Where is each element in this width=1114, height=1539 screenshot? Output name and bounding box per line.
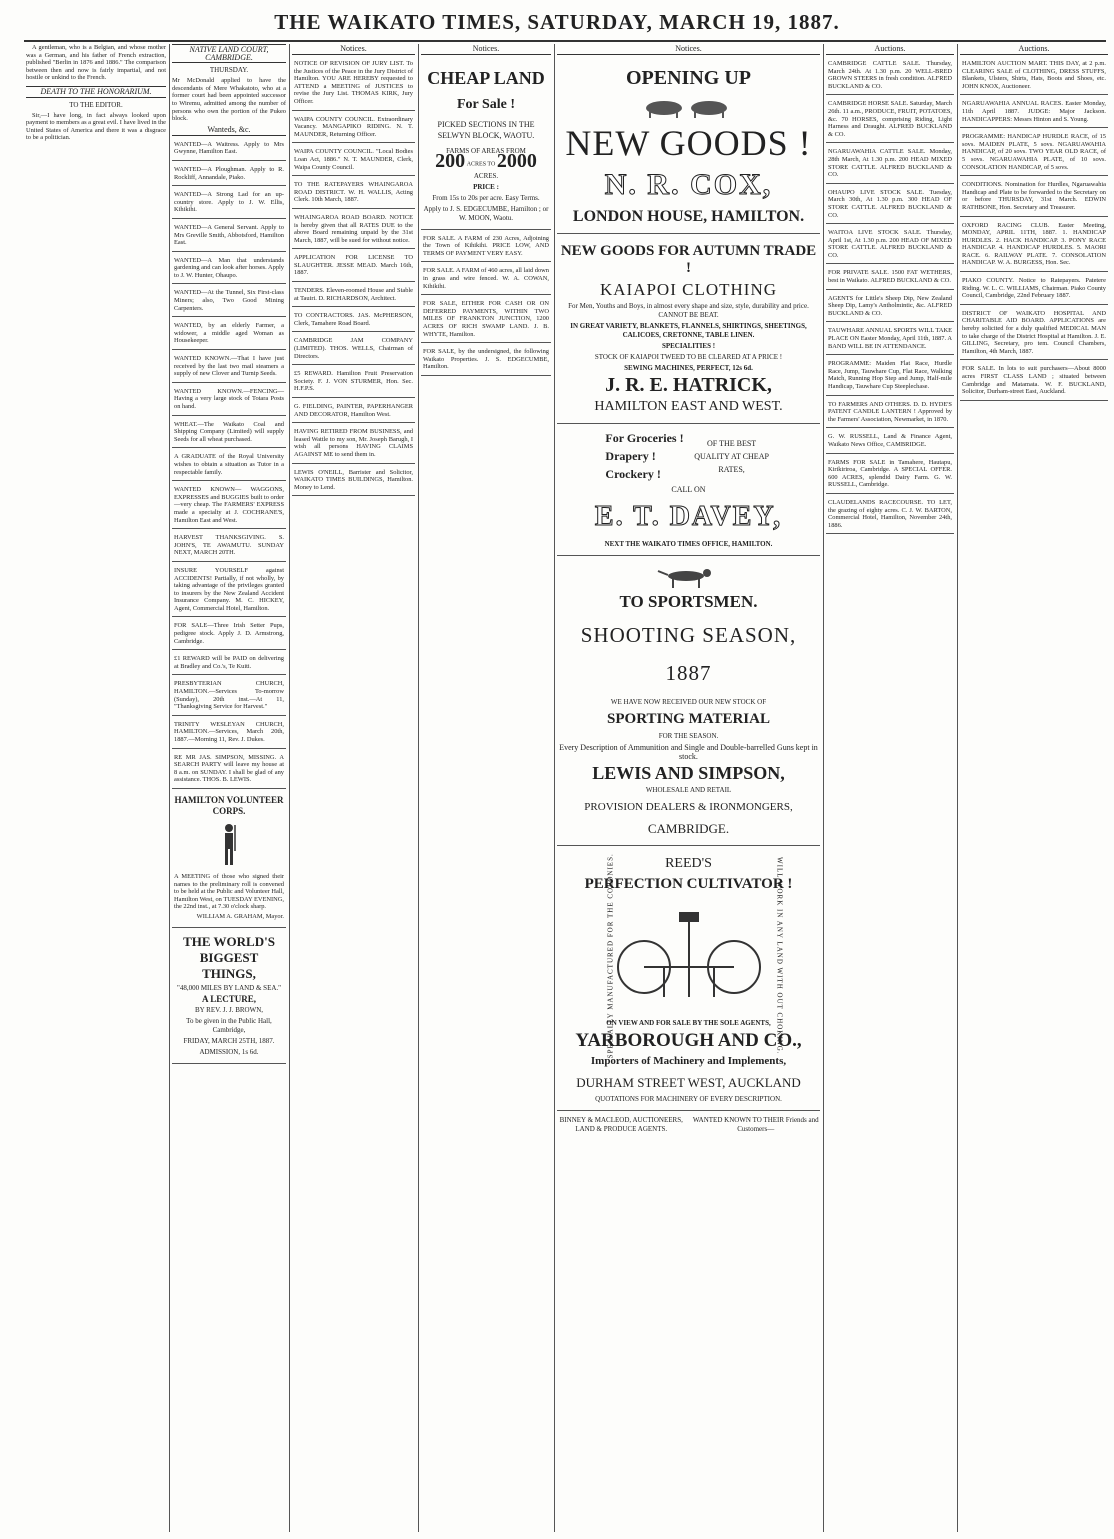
wanted-ad: WANTED—A Ploughman. Apply to R. Rockliff, Annandale, Piako. [172, 164, 286, 186]
letter-body: Sir,—I have long, in fact always looked upon payment to members as a great evil. I have lived in the United States of America and there it was a disgrace to be a politician. [26, 111, 166, 142]
picked-sections: PICKED SECTIONS IN THE SELWYN BLOCK, WAOTU. [437, 120, 535, 140]
hatrick-sub: HAMILTON EAST AND WEST. [594, 399, 783, 414]
column-divider [418, 44, 419, 1532]
column-divider [957, 44, 958, 1532]
auction-ad: TO FARMERS AND OTHERS. D. D. HYDE'S PATENT CANDLE LANTERN ! Approved by the Farmers' Association, Newmarket, in 1870. [826, 399, 954, 429]
soldier-figure [215, 821, 243, 869]
auction-ad: AGENTS for Little's Sheep Dip, New Zealand Sheep Dip, Lamy's Antholmintic, &c. ALFRED BUCKLAND & CO. [826, 293, 954, 323]
price-text: From 15s to 20s per acre. Easy Terms. [432, 193, 540, 202]
auction-ad: NGARUAWAHIA CATTLE SALE. Monday, 28th March, At 1.30 p.m. 200 HEAD MIXED STORE CATTLE. ALFRED BUCKLAND & CO. [826, 146, 954, 183]
cox-ad [557, 58, 820, 234]
cheap-land-subtitle: For Sale ! [456, 97, 516, 112]
auction-ad: DISTRICT OF WAIKATO HOSPITAL AND CHARITABLE AID BOARD. APPLICATIONS are hereby solicited for a duly qualified MEDICAL MAN to take charge of the District Hospital at Hamilton. J. E. GILLING, Secretary, pro tem. Council Chambers, Hamilton, 4th March, 1887. [960, 308, 1108, 361]
lecture-heading: A LECTURE, [201, 993, 256, 1004]
land-sale-ad: FOR SALE. A FARM of 460 acres, all laid down in grass and wire fenced. W. A. COWAN, Kihikihi. [421, 265, 551, 295]
lecture-admission: ADMISSION, 1s 6d. [199, 1047, 259, 1056]
provision-dealers: PROVISION DEALERS & IRONMONGERS, [584, 801, 793, 813]
wanted-ad: WANTED KNOWN.—FENCING—Having a very large stock of Totara Posts on hand. [172, 386, 286, 416]
column-4 [421, 44, 551, 1532]
auction-list [826, 58, 954, 534]
notice-ad: WANTED KNOWN— WAGGONS, EXPRESSES and BUGGIES built to order—very cheap. The FARMERS' EXPRESS made a specialty at J. COCHRANE'S, Hamilton East and West. [172, 484, 286, 529]
auction-ad: WAITOA LIVE STOCK SALE. Thursday, April 1st, At 1.30 p.m. 200 HEAD OF MIXED STORE CATTLE. ALFRED BUCKLAND & CO. [826, 227, 954, 264]
auction-ad: CAMBRIDGE CATTLE SALE. Thursday, March 24th. At 1.30 p.m. 20 WELL-BRED GROWN STEERS in fresh condition. ALFRED BUCKLAND & CO. [826, 58, 954, 95]
perfection-cultivator: PERFECTION CULTIVATOR ! [584, 876, 793, 892]
to-sportsmen: TO SPORTSMEN. [619, 592, 758, 611]
dog-engraving [654, 565, 724, 589]
notice-ad: HAVING RETIRED FROM BUSINESS, and leased Wattle to my son, Mr. Joseph Barugh, I wish all persons HAVING CLAIMS AGAINST ME to send them in. [292, 426, 415, 463]
best-quality: OF THE BEST QUALITY AT CHEAP RATES, [694, 438, 769, 474]
notices-header: Notices. [557, 44, 820, 55]
farms-from: FARMS OF AREAS FROM [446, 147, 526, 155]
kaiapoi-sub: For Men, Youths and Boys, in almost every shape and size, style, durability and price. CANNOT BE BEAT. [568, 302, 809, 319]
notice-list [421, 233, 551, 376]
cattle-engraving [634, 96, 744, 118]
wanted-ad: WANTED, by an elderly Farmer, a widower, a middle aged Woman as Housekeeper. [172, 320, 286, 350]
notice-ad: TRINITY WESLEYAN CHURCH, HAMILTON.—Services, March 20th, 1887.—Morning 11, Rev. J. Dukes. [172, 719, 286, 749]
cultivator-ad [557, 849, 820, 1111]
notice-ad: FOR SALE—Three Irish Setter Pups, pedigree stock. Apply J. D. Armstrong, Cambridge. [172, 620, 286, 650]
notice-ad: £5 REWARD. Hamilton Fruit Preservation Society. F. J. VON STURMER, Hon. Sec. H.F.P.S. [292, 368, 415, 398]
auction-ad: CAMBRIDGE HORSE SALE. Saturday, March 26th. 11 a.m., PRODUCE, FRUIT, POTATOES, &c. 70 HORSES, comprising Riding, Light Harness and Draught. ALFRED BUCKLAND & CO. [826, 98, 954, 143]
quotations: QUOTATIONS FOR MACHINERY OF EVERY DESCRIPTION. [595, 1095, 782, 1103]
notices-header: Notices. [421, 44, 551, 55]
column-divider [169, 44, 170, 1532]
lecture-ad [172, 931, 286, 1064]
on-view: ON VIEW AND FOR SALE BY THE SOLE AGENTS, [606, 1019, 771, 1027]
groceries: For Groceries ! [605, 431, 684, 445]
column-3 [292, 44, 415, 1532]
durham-street: DURHAM STREET WEST, AUCKLAND [576, 1075, 801, 1090]
martin-notice: WANTED KNOWN TO THEIR Friends and Customers— [692, 1116, 819, 1133]
cheap-land-title: CHEAP LAND [427, 68, 545, 88]
notice-ad: NOTICE OF REVISION OF JURY LIST. To the Justices of the Peace in the Jury District of Hamilton. YOU ARE HEREBY requested to ATTEND a MEETING of JUSTICES to revise the Jury List. THOMAS KIRK, Jury Officer. [292, 58, 415, 111]
auction-ad: G. W. RUSSELL, Land & Finance Agent, Waikato News Office, CAMBRIDGE. [826, 431, 954, 453]
notice-ad: APPLICATION FOR LICENSE TO SLAUGHTER. JESSE MEAD. March 16th, 1887. [292, 252, 415, 282]
land-sale-ad: FOR SALE, by the undersigned, the following Waikato Properties. J. S. EDGECUMBE, Hamilton. [421, 346, 551, 376]
notice-ad: WAIPA COUNTY COUNCIL. Extraordinary Vacancy. MANGAPIKO RIDING. N. T. MAUNDER, Returning Officer. [292, 114, 415, 144]
works-without-choking: WILL WORK IN ANY LAND WITH OUT CHOKING. [776, 857, 785, 1055]
ammunition: Every Description of Ammunition and Single and Double-barrelled Guns kept in stock. [559, 743, 818, 761]
auction-ad: CLAUDELANDS RACECOURSE. TO LET, the grazing of eighty acres. C. J. W. BARTON, Commercial Hotel, Hamilton, November 24th, 1886. [826, 497, 954, 534]
section-title: DEATH TO THE HONORARIUM. [26, 86, 166, 98]
column-2 [172, 44, 286, 1532]
notice-ad: A GRADUATE of the Royal University wishes to obtain a situation as Tutor in a respectable family. [172, 451, 286, 481]
notice-ad: TO CONTRACTORS. JAS. McPHERSON, Clerk, Tamahere Road Board. [292, 310, 415, 332]
season: FOR THE SEASON. [658, 732, 719, 740]
column-6 [826, 44, 954, 1532]
auction-ad: PROGRAMME: HANDICAP HURDLE RACE, of 15 sovs. MAIDEN PLATE, 5 sovs. NGARUAWAHIA HANDICAP, of 20 sovs. TWO YEAR OLD RACE, of 5 sovs. NGARUAWAHIA PLATE, of 10 sovs. CONSOLATION HANDICAP, of 5 sovs. [960, 131, 1108, 176]
hatrick-ad [557, 237, 820, 424]
notice-ad: RE MR JAS. SIMPSON, MISSING. A SEARCH PARTY will leave my house at 8 a.m. on SUNDAY. I shall be glad of any assistance. THOS. B. LEWIS. [172, 752, 286, 789]
area-high: 2000 [496, 150, 537, 172]
masthead [0, 0, 1114, 40]
wanted-ad: WANTED—A General Servant. Apply to Mrs Greville Smith, Abbotsford, Hamilton East. [172, 222, 286, 252]
new-goods: NEW GOODS ! [565, 123, 812, 163]
land-sale-ad: FOR SALE. A FARM of 230 Acres, Adjoining the Town of Kihikihi. PRICE LOW, AND TERMS OF PAYMENT VERY EASY. [421, 233, 551, 263]
auction-list [960, 58, 1108, 401]
auction-ad: FOR SALE. In lots to suit purchasers—About 8000 acres FIRST CLASS LAND ; situated between Cambridge and Matamata. W. F. BUCKLAND, Solicitor, Durham-street East, Auckland. [960, 363, 1108, 400]
manufactured-for-colonies: SPECIALLY MANUFACTURED FOR THE COLONIES. [606, 853, 615, 1059]
area-to: ACRES TO [466, 161, 496, 168]
auction-ad: TAUWHARE ANNUAL SPORTS WILL TAKE PLACE ON Easter Monday, April 11th, 1887. A BAND WILL BE IN ATTENDANCE. [826, 325, 954, 355]
shooting-season: SHOOTING SEASON, 1887 [580, 623, 797, 685]
notice-ad: INSURE YOURSELF against ACCIDENTS! Partially, if not wholly, by taking advantage of the privileges granted to insurers by the New Zealand Accident Insurance Company. M. C. HICKEY, Agent, Commercial Hotel, Hamilton. [172, 565, 286, 618]
wanted-ad: WHEAT.—The Waikato Coal and Shipping Company (Limited) will supply Seeds for all wheat purchased. [172, 419, 286, 449]
sporting-material: SPORTING MATERIAL [607, 711, 770, 727]
specialities: SPECIALITIES ! [661, 342, 716, 350]
wanted-ad: WANTED—At the Tunnel, Six First-class Miners; also, Two Good Mining Carpenters. [172, 287, 286, 317]
auction-ad: OHAUPO LIVE STOCK SALE. Tuesday, March 30th, At 1.30 p.m. 300 HEAD OF STORE CATTLE. ALFRED BUCKLAND & CO. [826, 187, 954, 224]
sewing-machines: SEWING MACHINES, PERFECT, 12s 6d. [624, 364, 753, 372]
binney-macleod: BINNEY & MACLEOD, AUCTIONEERS, LAND & PRODUCE AGENTS. [559, 1116, 683, 1133]
notice-ad: HARVEST THANKSGIVING. S. JOHN'S, TE AWAMUTU. SUNDAY NEXT, MARCH 20TH. [172, 532, 286, 562]
auction-ad: FOR PRIVATE SALE. 1500 FAT WETHERS, best in Waikato. ALFRED BUCKLAND & CO. [826, 267, 954, 289]
notice-list [292, 58, 415, 496]
davey-ad [557, 427, 820, 556]
acres-label: ACRES. [473, 171, 499, 180]
sportsmen-ad [557, 559, 820, 846]
volunteer-title: HAMILTON VOLUNTEER CORPS. [174, 794, 284, 816]
received: WE HAVE NOW RECEIVED OUR NEW STOCK OF [610, 698, 767, 706]
notice-ad: WHAINGAROA ROAD BOARD. NOTICE is hereby given that all RATES DUE to the above Board remaining unpaid by the 31st March, 1887, will be sued for without notice. [292, 212, 415, 249]
column-divider [554, 44, 555, 1532]
court-body: Mr McDonald applied to have the descendants of Mere Whakatoto, who at a former court had been appointed successor to Wiremu, admitted among the number of persons who own the portion of the Pukeo block. [172, 77, 286, 123]
notice-ad: TENDERS. Eleven-roomed House and Stable at Tauiri. D. RICHARDSON, Architect. [292, 285, 415, 307]
volunteer-body: A MEETING of those who signed their names to the preliminary roll is convened to be held at the Public and Volunteer Hall, Hamilton West, on TUESDAY EVENING, the 22nd inst., at 7.30 o'clock sharp. [174, 872, 284, 911]
column-5 [557, 44, 820, 1532]
letter-lead: TO THE EDITOR. [69, 100, 123, 109]
volunteer-corps-ad [172, 792, 286, 928]
notice-ad: WAIPA COUNTY COUNCIL. "Local Bodies Loan Act, 1886." N. T. MAUNDER, Clerk, Waipa County Council. [292, 146, 415, 176]
kaiapoi-clothing: KAIAPOI CLOTHING [599, 280, 777, 299]
notice-ad: PRESBYTERIAN CHURCH, HAMILTON.—Services To-morrow (Sunday), 20th inst.—At 11, "Thanksgiving Service for Harvest." [172, 678, 286, 715]
volunteer-signature: WILLIAM A. GRAHAM, Mayor. [196, 912, 284, 920]
lecture-by: BY REV. J. J. BROWN, [194, 1005, 264, 1014]
davey-sub: NEXT THE WAIKATO TIMES OFFICE, HAMILTON. [604, 540, 773, 548]
cox-name: N. R. COX, [604, 168, 773, 201]
newspaper-title: THE WAIKATO TIMES, SATURDAY, MARCH 19, 1887. [274, 10, 840, 34]
land-sale-ad: FOR SALE, EITHER FOR CASH OR ON DEFERRED PAYMENTS, WITHIN TWO MILES OF FRANKTON JUNCTION, 1200 ACRES OF RICH SWAMP LAND. J. B. WHYTE, Hamilton. [421, 298, 551, 343]
notice-ad: CAMBRIDGE JAM COMPANY (LIMITED). THOS. WELLS, Chairman of Directors. [292, 335, 415, 365]
column-divider [289, 44, 290, 1532]
yarborough: YARBOROUGH AND CO., [575, 1030, 802, 1051]
area-low: 200 [435, 150, 466, 172]
drapery: Drapery ! [605, 449, 656, 463]
lewis-simpson: LEWIS AND SIMPSON, [592, 763, 785, 783]
auction-ad: NGARUAWAHIA ANNUAL RACES. Easter Monday, 11th April 1887. JUDGE: Major Jackson. HANDICAPPERS: Messrs Hinton and S. Young. [960, 98, 1108, 128]
importers: Importers of Machinery and Implements, [590, 1055, 787, 1067]
cambridge-label: CAMBRIDGE. [647, 821, 730, 836]
court-day: THURSDAY. [209, 66, 249, 75]
court-title: NATIVE LAND COURT, CAMBRIDGE. [172, 44, 286, 63]
lecture-title: THE WORLD'S BIGGEST THINGS, [183, 933, 275, 981]
variety: IN GREAT VARIETY, BLANKETS, FLANNELS, SHIRTINGS, SHEETINGS, CALICOES, CRETONNE, TABLE LINEN. [570, 322, 807, 339]
notice-ad: LEWIS O'NEILL, Barrister and Solicitor, WAIKATO TIMES BUILDINGS, Hamilton. Money to Lend. [292, 467, 415, 497]
auction-ad: HAMILTON AUCTION MART. THIS DAY, at 2 p.m. CLEARING SALE of CLOTHING, DRESS STUFFS, Blankets, Ulsters, Shirts, Hats, Boots and Shoes, etc. JOHN KNOX, Auctioneer. [960, 58, 1108, 95]
notices-header: Notices. [292, 44, 415, 55]
auction-ad: FARMS FOR SALE in Tamahere, Hautapu, Kirikiriroa, Cambridge. A SPECIAL OFFER. 600 ACRES, splendid Dairy Farm. G. W. RUSSELL, Cambridge. [826, 457, 954, 494]
lecture-where: To be given in the Public Hall, Cambridge, [186, 1016, 272, 1034]
davey-name: E. T. DAVEY, [594, 501, 783, 532]
auction-ad: PROGRAMME: Maiden Flat Race, Hurdle Race, Jump, Tauwhare Cup, Flat Race, Walking Match, Running Hop Step and Jump, Half-mile Handicap, Tauwhare Cup Steeplechase. [826, 358, 954, 395]
wanted-ad: WANTED—A Waitress. Apply to Mrs Gwynne, Hamilton East. [172, 139, 286, 161]
price-label: PRICE : [473, 182, 499, 191]
lewis-sub: WHOLESALE AND RETAIL [645, 786, 732, 794]
wanted-ad: WANTED—A Strong Lad for an up-country store. Apply to J. W. Ellis, Kihikihi. [172, 189, 286, 219]
notice-ad: G. FIELDING, PAINTER, PAPERHANGER AND DECORATOR, Hamilton West. [292, 401, 415, 423]
notice-ad: £1 REWARD will be PAID on delivering at Bradley and Co.'s, Te Kuiti. [172, 653, 286, 675]
auctions-header: Auctions. [960, 44, 1108, 55]
lecture-when: FRIDAY, MARCH 25TH, 1887. [183, 1036, 275, 1045]
wanted-ad: WANTED KNOWN.—That I have just received by the last two mail steamers a supply of new Clover and Turnip Seeds. [172, 353, 286, 383]
apply-to: Apply to J. S. EDGECUMBE, Hamilton ; or W. MOON, Waotu. [423, 204, 549, 222]
cheap-land-ad [421, 58, 551, 230]
column-1 [26, 44, 166, 1532]
notice-list [172, 451, 286, 789]
opening-up: OPENING UP [626, 67, 751, 89]
lecture-sub: "48,000 MILES BY LAND & SEA." [176, 983, 282, 992]
crockery: Crockery ! [605, 467, 661, 481]
london-house: LONDON HOUSE, HAMILTON. [572, 208, 805, 225]
auction-ad: OXFORD RACING CLUB. Easter Meeting, MONDAY, APRIL 11TH, 1887. 1. HANDICAP HURDLES. 2. HACK HANDICAP. 3. PONY RACE HANDICAP. 4. HANDICAP HURDLES. 5. MAORI RACE. 6. RAILWAY PLATE. 7. CONSOLATION HANDICAP. W. A. BURGESS, Hon. Sec. [960, 220, 1108, 273]
auction-ad: CONDITIONS. Nomination for Hurdles, Ngaruawahia Handicap and Plate to be forwarded to the Secretary on or before THURSDAY, 31st March. EDWIN RATHBONE, Hon. Secretary and Treasurer. [960, 179, 1108, 216]
hatrick-name: J. R. E. HATRICK, [605, 374, 772, 396]
cultivator-engraving [614, 897, 764, 1007]
masthead-rule [24, 40, 1106, 42]
reeds: REED'S [665, 856, 712, 871]
article-intro: A gentleman, who is a Belgian, and whose mother was a German, and his father of French extraction, published "Berlin in 1876 and 1886." The comparison between then and now is fairly impartial, and not hostile or unkind to the French. [26, 44, 166, 82]
column-divider [823, 44, 824, 1532]
wanted-list [172, 139, 286, 449]
notice-ad: TO THE RATEPAYERS WHAINGAROA ROAD DISTRICT. W. H. WALLIS, Acting Clerk. 10th March, 1887. [292, 179, 415, 209]
auction-ad: PIAKO COUNTY. Notice to Ratepayers. Patetere Riding. W. L. C. WILLIAMS, Chairman. Piako County Council, Cambridge, 22nd February 1887. [960, 275, 1108, 305]
column-7 [960, 44, 1108, 1532]
stock-clear: STOCK OF KAIAPOI TWEED TO BE CLEARED AT A PRICE ! [594, 353, 783, 361]
autumn-trade: NEW GOODS FOR AUTUMN TRADE ! [560, 243, 817, 276]
call-on: CALL ON [671, 485, 706, 494]
wanteds-header: Wanteds, &c. [172, 125, 286, 136]
auctions-header: Auctions. [826, 44, 954, 55]
wanted-ad: WANTED—A Man that understands gardening and can look after horses. Apply to J. W. Hunter, Ohaupo. [172, 255, 286, 285]
